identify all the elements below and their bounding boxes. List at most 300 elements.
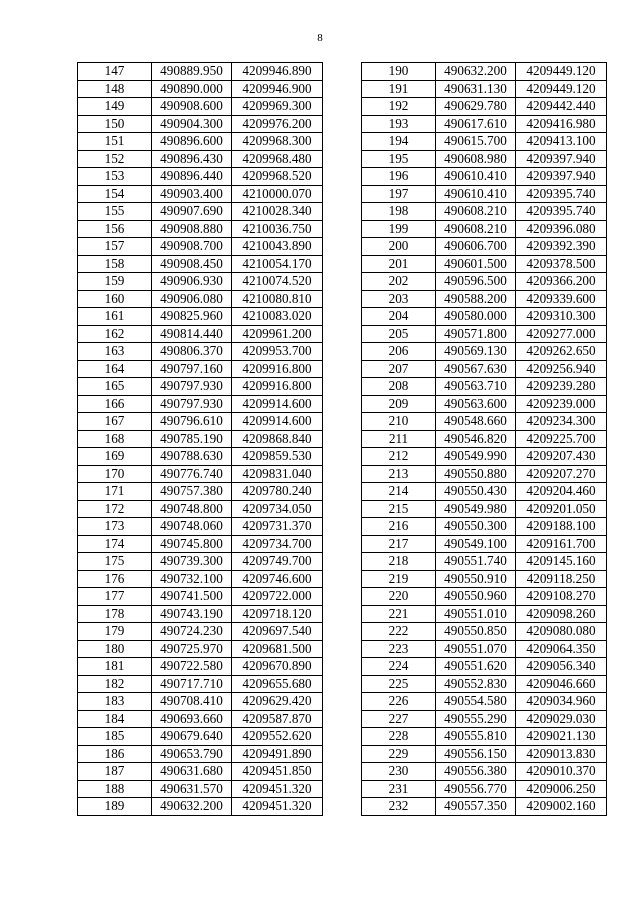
point-number-cell: 220 — [362, 588, 436, 606]
y-coordinate-cell: 4209378.500 — [516, 255, 607, 273]
point-number-cell: 170 — [78, 465, 152, 483]
x-coordinate-cell: 490896.440 — [152, 168, 232, 186]
x-coordinate-cell: 490748.800 — [152, 500, 232, 518]
table-row — [78, 378, 323, 396]
point-number-cell: 219 — [362, 570, 436, 588]
table-row — [78, 273, 323, 291]
y-coordinate-cell: 4209916.800 — [232, 378, 323, 396]
point-number-cell: 179 — [78, 623, 152, 641]
x-coordinate-cell: 490551.070 — [436, 640, 516, 658]
table-row — [362, 448, 607, 466]
y-coordinate-cell: 4209746.600 — [232, 570, 323, 588]
x-coordinate-cell: 490757.380 — [152, 483, 232, 501]
page-number: 8 — [317, 32, 323, 44]
x-coordinate-cell: 490550.300 — [436, 518, 516, 536]
y-coordinate-cell: 4209239.280 — [516, 378, 607, 396]
table-row — [78, 203, 323, 221]
table-row — [362, 745, 607, 763]
x-coordinate-cell: 490551.620 — [436, 658, 516, 676]
x-coordinate-cell: 490550.880 — [436, 465, 516, 483]
point-number-cell: 160 — [78, 290, 152, 308]
y-coordinate-cell: 4209552.620 — [232, 728, 323, 746]
y-coordinate-cell: 4209969.300 — [232, 98, 323, 116]
coordinates-table-left — [77, 62, 323, 816]
point-number-cell: 169 — [78, 448, 152, 466]
x-coordinate-cell: 490563.600 — [436, 395, 516, 413]
point-number-cell: 198 — [362, 203, 436, 221]
table-row — [362, 623, 607, 641]
table-row — [78, 465, 323, 483]
point-number-cell: 202 — [362, 273, 436, 291]
y-coordinate-cell: 4209108.270 — [516, 588, 607, 606]
point-number-cell: 158 — [78, 255, 152, 273]
point-number-cell: 212 — [362, 448, 436, 466]
y-coordinate-cell: 4209961.200 — [232, 325, 323, 343]
y-coordinate-cell: 4209188.100 — [516, 518, 607, 536]
y-coordinate-cell: 4209064.350 — [516, 640, 607, 658]
table-row — [362, 518, 607, 536]
y-coordinate-cell: 4209868.840 — [232, 430, 323, 448]
point-number-cell: 222 — [362, 623, 436, 641]
x-coordinate-cell: 490596.500 — [436, 273, 516, 291]
table-row — [78, 325, 323, 343]
point-number-cell: 167 — [78, 413, 152, 431]
y-coordinate-cell: 4209681.500 — [232, 640, 323, 658]
table-row — [78, 133, 323, 151]
point-number-cell: 151 — [78, 133, 152, 151]
point-number-cell: 171 — [78, 483, 152, 501]
x-coordinate-cell: 490724.230 — [152, 623, 232, 641]
x-coordinate-cell: 490569.130 — [436, 343, 516, 361]
table-row — [78, 220, 323, 238]
table-row — [362, 150, 607, 168]
x-coordinate-cell: 490549.980 — [436, 500, 516, 518]
point-number-cell: 187 — [78, 763, 152, 781]
x-coordinate-cell: 490555.810 — [436, 728, 516, 746]
x-coordinate-cell: 490571.800 — [436, 325, 516, 343]
y-coordinate-cell: 4209491.890 — [232, 745, 323, 763]
table-row — [362, 535, 607, 553]
table-row — [362, 553, 607, 571]
y-coordinate-cell: 4209145.160 — [516, 553, 607, 571]
table-row — [362, 238, 607, 256]
x-coordinate-cell: 490743.190 — [152, 605, 232, 623]
table-row — [362, 325, 607, 343]
x-coordinate-cell: 490601.500 — [436, 255, 516, 273]
table-row — [78, 623, 323, 641]
y-coordinate-cell: 4209366.200 — [516, 273, 607, 291]
x-coordinate-cell: 490552.830 — [436, 675, 516, 693]
y-coordinate-cell: 4209831.040 — [232, 465, 323, 483]
point-number-cell: 209 — [362, 395, 436, 413]
point-number-cell: 214 — [362, 483, 436, 501]
y-coordinate-cell: 4209442.440 — [516, 98, 607, 116]
table-row — [78, 605, 323, 623]
y-coordinate-cell: 4209397.940 — [516, 150, 607, 168]
table-row — [362, 675, 607, 693]
point-number-cell: 225 — [362, 675, 436, 693]
y-coordinate-cell: 4210080.810 — [232, 290, 323, 308]
y-coordinate-cell: 4209006.250 — [516, 780, 607, 798]
y-coordinate-cell: 4209670.890 — [232, 658, 323, 676]
y-coordinate-cell: 4209734.700 — [232, 535, 323, 553]
x-coordinate-cell: 490693.660 — [152, 710, 232, 728]
table-row — [362, 395, 607, 413]
table-row — [362, 413, 607, 431]
x-coordinate-cell: 490550.960 — [436, 588, 516, 606]
x-coordinate-cell: 490904.300 — [152, 115, 232, 133]
table-row — [78, 675, 323, 693]
x-coordinate-cell: 490608.210 — [436, 203, 516, 221]
table-row — [78, 553, 323, 571]
x-coordinate-cell: 490555.290 — [436, 710, 516, 728]
point-number-cell: 213 — [362, 465, 436, 483]
point-number-cell: 147 — [78, 63, 152, 81]
y-coordinate-cell: 4209451.320 — [232, 798, 323, 816]
y-coordinate-cell: 4209914.600 — [232, 395, 323, 413]
x-coordinate-cell: 490890.000 — [152, 80, 232, 98]
table-row — [362, 588, 607, 606]
table-row — [362, 500, 607, 518]
table-row — [362, 220, 607, 238]
table-row — [362, 63, 607, 81]
table-row — [78, 238, 323, 256]
y-coordinate-cell: 4209629.420 — [232, 693, 323, 711]
point-number-cell: 165 — [78, 378, 152, 396]
x-coordinate-cell: 490550.430 — [436, 483, 516, 501]
y-coordinate-cell: 4209914.600 — [232, 413, 323, 431]
table-row — [78, 570, 323, 588]
y-coordinate-cell: 4209002.160 — [516, 798, 607, 816]
x-coordinate-cell: 490610.410 — [436, 168, 516, 186]
point-number-cell: 178 — [78, 605, 152, 623]
x-coordinate-cell: 490551.010 — [436, 605, 516, 623]
point-number-cell: 153 — [78, 168, 152, 186]
point-number-cell: 201 — [362, 255, 436, 273]
y-coordinate-cell: 4209734.050 — [232, 500, 323, 518]
y-coordinate-cell: 4209262.650 — [516, 343, 607, 361]
x-coordinate-cell: 490739.300 — [152, 553, 232, 571]
x-coordinate-cell: 490814.440 — [152, 325, 232, 343]
y-coordinate-cell: 4209780.240 — [232, 483, 323, 501]
y-coordinate-cell: 4209056.340 — [516, 658, 607, 676]
x-coordinate-cell: 490631.680 — [152, 763, 232, 781]
coordinates-table-right — [361, 62, 607, 816]
y-coordinate-cell: 4209655.680 — [232, 675, 323, 693]
point-number-cell: 173 — [78, 518, 152, 536]
y-coordinate-cell: 4209416.980 — [516, 115, 607, 133]
table-row — [78, 255, 323, 273]
table-row — [78, 168, 323, 186]
x-coordinate-cell: 490632.200 — [152, 798, 232, 816]
y-coordinate-cell: 4209207.430 — [516, 448, 607, 466]
x-coordinate-cell: 490554.580 — [436, 693, 516, 711]
point-number-cell: 208 — [362, 378, 436, 396]
table-row — [78, 115, 323, 133]
point-number-cell: 218 — [362, 553, 436, 571]
point-number-cell: 186 — [78, 745, 152, 763]
y-coordinate-cell: 4209916.800 — [232, 360, 323, 378]
point-number-cell: 194 — [362, 133, 436, 151]
y-coordinate-cell: 4209034.960 — [516, 693, 607, 711]
y-coordinate-cell: 4209413.100 — [516, 133, 607, 151]
x-coordinate-cell: 490788.630 — [152, 448, 232, 466]
y-coordinate-cell: 4209731.370 — [232, 518, 323, 536]
x-coordinate-cell: 490631.130 — [436, 80, 516, 98]
point-number-cell: 205 — [362, 325, 436, 343]
table-row — [362, 273, 607, 291]
table-row — [78, 343, 323, 361]
point-number-cell: 166 — [78, 395, 152, 413]
coordinates-table-left-body — [78, 63, 323, 816]
x-coordinate-cell: 490556.380 — [436, 763, 516, 781]
x-coordinate-cell: 490632.200 — [436, 63, 516, 81]
coordinates-table-right-body — [362, 63, 607, 816]
x-coordinate-cell: 490745.800 — [152, 535, 232, 553]
x-coordinate-cell: 490557.350 — [436, 798, 516, 816]
table-row — [78, 763, 323, 781]
point-number-cell: 203 — [362, 290, 436, 308]
y-coordinate-cell: 4209204.460 — [516, 483, 607, 501]
y-coordinate-cell: 4209256.940 — [516, 360, 607, 378]
x-coordinate-cell: 490549.990 — [436, 448, 516, 466]
table-row — [78, 780, 323, 798]
x-coordinate-cell: 490896.600 — [152, 133, 232, 151]
point-number-cell: 200 — [362, 238, 436, 256]
x-coordinate-cell: 490889.950 — [152, 63, 232, 81]
point-number-cell: 229 — [362, 745, 436, 763]
x-coordinate-cell: 490548.660 — [436, 413, 516, 431]
table-row — [362, 343, 607, 361]
table-row — [78, 430, 323, 448]
x-coordinate-cell: 490797.930 — [152, 378, 232, 396]
x-coordinate-cell: 490653.790 — [152, 745, 232, 763]
x-coordinate-cell: 490546.820 — [436, 430, 516, 448]
x-coordinate-cell: 490610.410 — [436, 185, 516, 203]
table-row — [362, 203, 607, 221]
x-coordinate-cell: 490708.410 — [152, 693, 232, 711]
x-coordinate-cell: 490556.150 — [436, 745, 516, 763]
point-number-cell: 148 — [78, 80, 152, 98]
y-coordinate-cell: 4209013.830 — [516, 745, 607, 763]
point-number-cell: 185 — [78, 728, 152, 746]
point-number-cell: 215 — [362, 500, 436, 518]
point-number-cell: 223 — [362, 640, 436, 658]
table-row — [78, 290, 323, 308]
point-number-cell: 230 — [362, 763, 436, 781]
point-number-cell: 216 — [362, 518, 436, 536]
x-coordinate-cell: 490906.080 — [152, 290, 232, 308]
x-coordinate-cell: 490825.960 — [152, 308, 232, 326]
x-coordinate-cell: 490741.500 — [152, 588, 232, 606]
x-coordinate-cell: 490563.710 — [436, 378, 516, 396]
table-row — [362, 133, 607, 151]
point-number-cell: 149 — [78, 98, 152, 116]
point-number-cell: 196 — [362, 168, 436, 186]
point-number-cell: 182 — [78, 675, 152, 693]
point-number-cell: 155 — [78, 203, 152, 221]
x-coordinate-cell: 490732.100 — [152, 570, 232, 588]
table-row — [362, 185, 607, 203]
y-coordinate-cell: 4209046.660 — [516, 675, 607, 693]
point-number-cell: 181 — [78, 658, 152, 676]
table-row — [78, 745, 323, 763]
x-coordinate-cell: 490556.770 — [436, 780, 516, 798]
x-coordinate-cell: 490908.880 — [152, 220, 232, 238]
table-row — [78, 693, 323, 711]
point-number-cell: 226 — [362, 693, 436, 711]
x-coordinate-cell: 490549.100 — [436, 535, 516, 553]
y-coordinate-cell: 4209310.300 — [516, 308, 607, 326]
table-row — [78, 518, 323, 536]
point-number-cell: 224 — [362, 658, 436, 676]
point-number-cell: 221 — [362, 605, 436, 623]
point-number-cell: 161 — [78, 308, 152, 326]
y-coordinate-cell: 4209118.250 — [516, 570, 607, 588]
point-number-cell: 154 — [78, 185, 152, 203]
y-coordinate-cell: 4209161.700 — [516, 535, 607, 553]
table-row — [362, 378, 607, 396]
y-coordinate-cell: 4210054.170 — [232, 255, 323, 273]
table-row — [362, 465, 607, 483]
point-number-cell: 210 — [362, 413, 436, 431]
y-coordinate-cell: 4209451.320 — [232, 780, 323, 798]
point-number-cell: 211 — [362, 430, 436, 448]
table-row — [78, 658, 323, 676]
table-row — [362, 430, 607, 448]
point-number-cell: 168 — [78, 430, 152, 448]
y-coordinate-cell: 4209395.740 — [516, 185, 607, 203]
y-coordinate-cell: 4209968.480 — [232, 150, 323, 168]
point-number-cell: 175 — [78, 553, 152, 571]
y-coordinate-cell: 4209201.050 — [516, 500, 607, 518]
x-coordinate-cell: 490806.370 — [152, 343, 232, 361]
x-coordinate-cell: 490908.600 — [152, 98, 232, 116]
table-row — [78, 413, 323, 431]
y-coordinate-cell: 4209449.120 — [516, 63, 607, 81]
x-coordinate-cell: 490608.980 — [436, 150, 516, 168]
y-coordinate-cell: 4210028.340 — [232, 203, 323, 221]
point-number-cell: 172 — [78, 500, 152, 518]
point-number-cell: 177 — [78, 588, 152, 606]
x-coordinate-cell: 490722.580 — [152, 658, 232, 676]
table-row — [362, 115, 607, 133]
x-coordinate-cell: 490717.710 — [152, 675, 232, 693]
x-coordinate-cell: 490679.640 — [152, 728, 232, 746]
table-row — [78, 728, 323, 746]
point-number-cell: 193 — [362, 115, 436, 133]
point-number-cell: 174 — [78, 535, 152, 553]
y-coordinate-cell: 4209392.390 — [516, 238, 607, 256]
point-number-cell: 206 — [362, 343, 436, 361]
table-row — [362, 763, 607, 781]
table-row — [78, 588, 323, 606]
x-coordinate-cell: 490608.210 — [436, 220, 516, 238]
x-coordinate-cell: 490776.740 — [152, 465, 232, 483]
y-coordinate-cell: 4209021.130 — [516, 728, 607, 746]
y-coordinate-cell: 4209277.000 — [516, 325, 607, 343]
table-row — [362, 640, 607, 658]
table-row — [362, 570, 607, 588]
point-number-cell: 180 — [78, 640, 152, 658]
table-row — [78, 98, 323, 116]
table-row — [78, 500, 323, 518]
y-coordinate-cell: 4209080.080 — [516, 623, 607, 641]
y-coordinate-cell: 4209451.850 — [232, 763, 323, 781]
point-number-cell: 152 — [78, 150, 152, 168]
y-coordinate-cell: 4209396.080 — [516, 220, 607, 238]
table-row — [78, 150, 323, 168]
x-coordinate-cell: 490617.610 — [436, 115, 516, 133]
point-number-cell: 162 — [78, 325, 152, 343]
point-number-cell: 228 — [362, 728, 436, 746]
y-coordinate-cell: 4209749.700 — [232, 553, 323, 571]
table-row — [362, 168, 607, 186]
x-coordinate-cell: 490896.430 — [152, 150, 232, 168]
point-number-cell: 189 — [78, 798, 152, 816]
y-coordinate-cell: 4209946.890 — [232, 63, 323, 81]
table-row — [362, 290, 607, 308]
point-number-cell: 204 — [362, 308, 436, 326]
table-row — [78, 798, 323, 816]
point-number-cell: 176 — [78, 570, 152, 588]
y-coordinate-cell: 4210043.890 — [232, 238, 323, 256]
y-coordinate-cell: 4209234.300 — [516, 413, 607, 431]
table-row — [362, 658, 607, 676]
point-number-cell: 190 — [362, 63, 436, 81]
table-row — [78, 448, 323, 466]
y-coordinate-cell: 4209397.940 — [516, 168, 607, 186]
point-number-cell: 150 — [78, 115, 152, 133]
table-row — [362, 605, 607, 623]
point-number-cell: 164 — [78, 360, 152, 378]
point-number-cell: 188 — [78, 780, 152, 798]
table-row — [78, 710, 323, 728]
x-coordinate-cell: 490606.700 — [436, 238, 516, 256]
point-number-cell: 163 — [78, 343, 152, 361]
y-coordinate-cell: 4209968.300 — [232, 133, 323, 151]
point-number-cell: 232 — [362, 798, 436, 816]
point-number-cell: 191 — [362, 80, 436, 98]
y-coordinate-cell: 4209029.030 — [516, 710, 607, 728]
x-coordinate-cell: 490580.000 — [436, 308, 516, 326]
table-row — [362, 308, 607, 326]
y-coordinate-cell: 4209722.000 — [232, 588, 323, 606]
x-coordinate-cell: 490550.850 — [436, 623, 516, 641]
point-number-cell: 227 — [362, 710, 436, 728]
table-row — [362, 728, 607, 746]
point-number-cell: 217 — [362, 535, 436, 553]
x-coordinate-cell: 490567.630 — [436, 360, 516, 378]
x-coordinate-cell: 490748.060 — [152, 518, 232, 536]
x-coordinate-cell: 490550.910 — [436, 570, 516, 588]
y-coordinate-cell: 4209098.260 — [516, 605, 607, 623]
y-coordinate-cell: 4209239.000 — [516, 395, 607, 413]
table-row — [362, 483, 607, 501]
point-number-cell: 183 — [78, 693, 152, 711]
point-number-cell: 184 — [78, 710, 152, 728]
y-coordinate-cell: 4209718.120 — [232, 605, 323, 623]
x-coordinate-cell: 490908.450 — [152, 255, 232, 273]
point-number-cell: 197 — [362, 185, 436, 203]
x-coordinate-cell: 490906.930 — [152, 273, 232, 291]
table-row — [362, 710, 607, 728]
table-row — [78, 483, 323, 501]
y-coordinate-cell: 4209953.700 — [232, 343, 323, 361]
y-coordinate-cell: 4209339.600 — [516, 290, 607, 308]
table-row — [362, 80, 607, 98]
point-number-cell: 157 — [78, 238, 152, 256]
